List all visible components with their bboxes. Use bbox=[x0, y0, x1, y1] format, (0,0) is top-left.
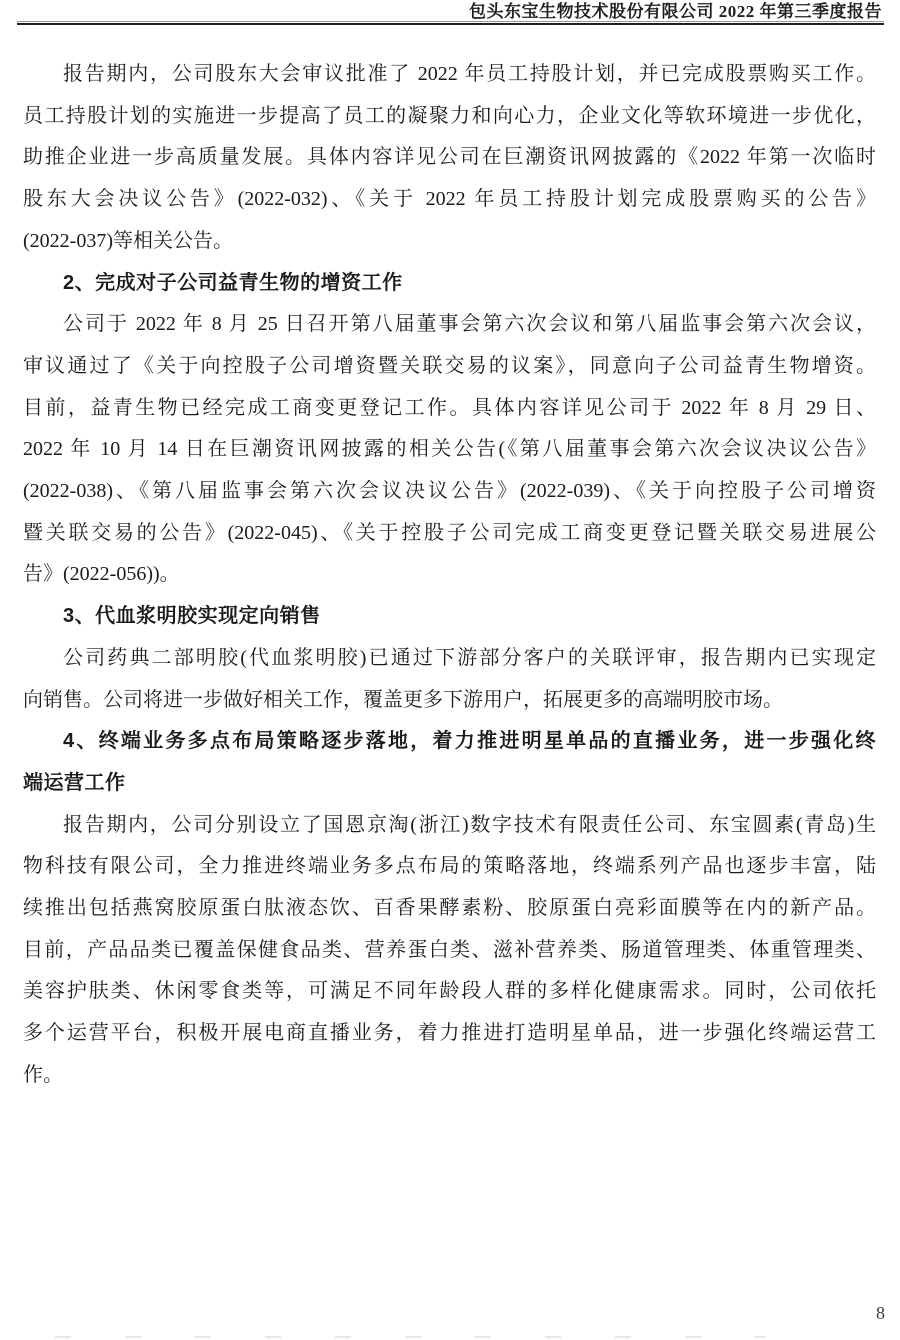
paragraph-line: 助推企业进一步高质量发展。具体内容详见公司在巨潮资讯网披露的《2022 年第一次临时 bbox=[23, 146, 876, 169]
paragraph-line: (2022-037)等相关公告。 bbox=[23, 229, 233, 252]
page-bottom-artifact bbox=[55, 1336, 765, 1338]
section-heading-line: 2、完成对子公司益青生物的增资工作 bbox=[63, 271, 403, 294]
section-heading-line: 端运营工作 bbox=[23, 771, 126, 794]
page-number: 8 bbox=[876, 1303, 885, 1323]
paragraph-line: 目前，产品品类已覆盖保健食品类、营养蛋白类、滋补营养类、肠道管理类、体重管理类、 bbox=[23, 938, 876, 961]
paragraph-line: 美容护肤类、休闲零食类等，可满足不同年龄段人群的多样化健康需求。同时，公司依托 bbox=[23, 980, 876, 1003]
paragraph-line: 作。 bbox=[23, 1063, 63, 1086]
page-header bbox=[23, 2, 882, 22]
paragraph-line: 股东大会决议公告》(2022-032)、《关于 2022 年员工持股计划完成股票购买的公告》 bbox=[23, 188, 876, 211]
paragraph-line: 员工持股计划的实施进一步提高了员工的凝聚力和向心力，企业文化等软环境进一步优化， bbox=[23, 104, 876, 127]
document-body bbox=[23, 54, 876, 1097]
report-title: 包头东宝生物技术股份有限公司 2022 年第三季度报告 bbox=[469, 2, 882, 21]
paragraph-line: 向销售。公司将进一步做好相关工作，覆盖更多下游用户，拓展更多的高端明胶市场。 bbox=[23, 688, 783, 711]
paragraph-line: 告》(2022-056))。 bbox=[23, 563, 180, 586]
header-rule-thin bbox=[17, 21, 884, 22]
section-heading-line: 3、代血浆明胶实现定向销售 bbox=[63, 605, 321, 628]
paragraph-line: 2022 年 10 月 14 日在巨潮资讯网披露的相关公告(《第八届董事会第六次会议决议公告》 bbox=[23, 438, 876, 461]
paragraph-line: 物科技有限公司，全力推进终端业务多点布局的策略落地，终端系列产品也逐步丰富，陆 bbox=[23, 855, 876, 878]
paragraph-line: 目前，益青生物已经完成工商变更登记工作。具体内容详见公司于 2022 年 8 月 29 日、 bbox=[23, 396, 876, 419]
paragraph-line: 报告期内，公司股东大会审议批准了 2022 年员工持股计划，并已完成股票购买工作。 bbox=[63, 63, 876, 85]
paragraph-line: 审议通过了《关于向控股子公司增资暨关联交易的议案》，同意向子公司益青生物增资。 bbox=[23, 354, 876, 377]
section-heading-line: 4、终端业务多点布局策略逐步落地，着力推进明星单品的直播业务，进一步强化终 bbox=[63, 730, 876, 753]
paragraph-line: (2022-038)、《第八届监事会第六次会议决议公告》(2022-039)、《关于向控股子公司增资 bbox=[23, 480, 876, 503]
paragraph-line: 公司药典二部明胶(代血浆明胶)已通过下游部分客户的关联评审，报告期内已实现定 bbox=[63, 646, 876, 669]
paragraph-line: 续推出包括燕窝胶原蛋白肽液态饮、百香果酵素粉、胶原蛋白亮彩面膜等在内的新产品。 bbox=[23, 897, 876, 920]
paragraph-line: 暨关联交易的公告》(2022-045)、《关于控股子公司完成工商变更登记暨关联交易进展公 bbox=[23, 521, 876, 544]
paragraph-line: 报告期内，公司分别设立了国恩京淘(浙江)数字技术有限责任公司、东宝圆素(青岛)生 bbox=[63, 813, 876, 836]
paragraph-line: 多个运营平台，积极开展电商直播业务，着力推进打造明星单品，进一步强化终端运营工 bbox=[23, 1022, 876, 1045]
paragraph-line: 公司于 2022 年 8 月 25 日召开第八届董事会第六次会议和第八届监事会第六次会议， bbox=[63, 313, 876, 336]
header-rule-thick bbox=[17, 23, 884, 25]
